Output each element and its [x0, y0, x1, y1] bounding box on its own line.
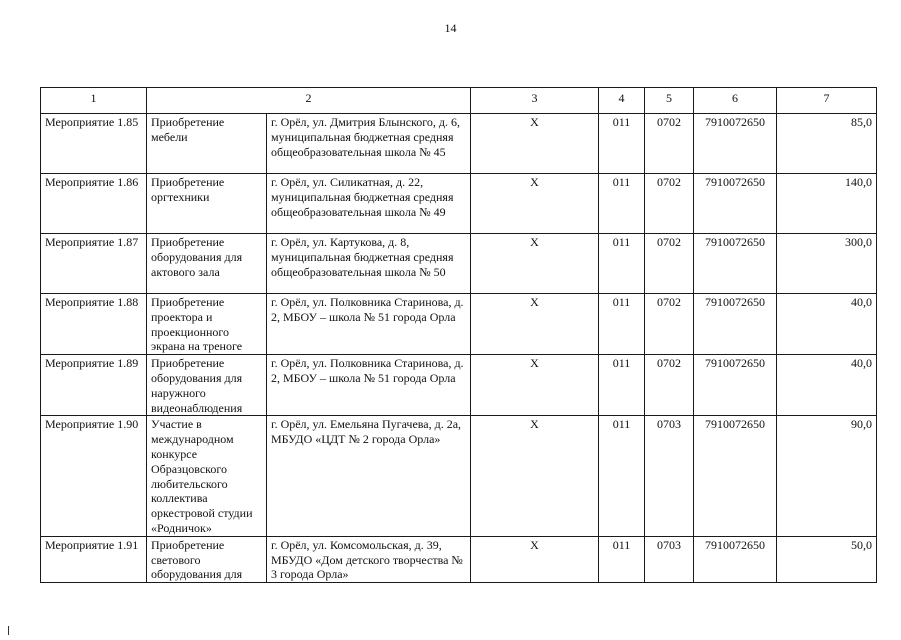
table-row [41, 234, 877, 294]
measure-col6: 7910072650 [694, 174, 777, 234]
measure-col6: 7910072650 [694, 114, 777, 174]
measure-address: г. Орёл, ул. Дмитрия Блынского, д. 6, муниципальная бюджетная средняя общеобразовательная школа № 45 [267, 114, 471, 174]
scan-mark [8, 626, 9, 635]
measure-col6: 7910072650 [694, 355, 777, 416]
measure-col3: Х [471, 174, 599, 234]
measure-address: г. Орёл, ул. Полковника Старинова, д. 2, МБОУ – школа № 51 города Орла [267, 294, 471, 355]
measure-col3: Х [471, 114, 599, 174]
measure-col6: 7910072650 [694, 416, 777, 536]
measure-col5: 0702 [645, 355, 694, 416]
measure-id: Мероприятие 1.91 [41, 536, 147, 582]
measure-address: г. Орёл, ул. Комсомольская, д. 39, МБУДО «Дом детского творчества № 3 города Орла» [267, 536, 471, 582]
measure-col4: 011 [599, 294, 645, 355]
measure-amount: 140,0 [777, 174, 877, 234]
measure-name: Приобретение светового оборудования для [147, 536, 267, 582]
table-row [41, 294, 877, 355]
measure-id: Мероприятие 1.87 [41, 234, 147, 294]
header-col-1: 1 [41, 88, 147, 114]
measure-address: г. Орёл, ул. Емельяна Пугачева, д. 2а, МБУДО «ЦДТ № 2 города Орла» [267, 416, 471, 536]
measure-col5: 0703 [645, 536, 694, 582]
header-col-2: 2 [147, 88, 471, 114]
measure-col5: 0702 [645, 234, 694, 294]
measure-col6: 7910072650 [694, 536, 777, 582]
measure-name: Приобретение оборудования для наружного видеонаблюдения [147, 355, 267, 416]
header-col-5: 5 [645, 88, 694, 114]
table-row [41, 174, 877, 234]
measure-col5: 0702 [645, 114, 694, 174]
measure-col4: 011 [599, 114, 645, 174]
page-number: 14 [444, 21, 457, 35]
measure-col3: Х [471, 416, 599, 536]
measure-col3: Х [471, 355, 599, 416]
measure-amount: 85,0 [777, 114, 877, 174]
measure-col4: 011 [599, 234, 645, 294]
measures-table [40, 87, 877, 583]
header-col-3: 3 [471, 88, 599, 114]
measure-col5: 0703 [645, 416, 694, 536]
table-row [41, 355, 877, 416]
measure-name: Участие в международном конкурсе Образцовского любительского коллектива оркестровой студии «Родничок» [147, 416, 267, 536]
measure-amount: 90,0 [777, 416, 877, 536]
measure-col4: 011 [599, 174, 645, 234]
measure-address: г. Орёл, ул. Полковника Старинова, д. 2, МБОУ – школа № 51 города Орла [267, 355, 471, 416]
measure-col3: Х [471, 234, 599, 294]
measure-name: Приобретение проектора и проекционного экрана на треноге [147, 294, 267, 355]
measure-name: Приобретение мебели [147, 114, 267, 174]
measure-id: Мероприятие 1.90 [41, 416, 147, 536]
measure-col4: 011 [599, 355, 645, 416]
measure-name: Приобретение оборудования для актового зала [147, 234, 267, 294]
measure-id: Мероприятие 1.89 [41, 355, 147, 416]
measure-col3: Х [471, 294, 599, 355]
header-col-6: 6 [694, 88, 777, 114]
table-row [41, 416, 877, 536]
measure-amount: 40,0 [777, 355, 877, 416]
measure-amount: 50,0 [777, 536, 877, 582]
measure-col4: 011 [599, 416, 645, 536]
measure-id: Мероприятие 1.85 [41, 114, 147, 174]
measure-col5: 0702 [645, 174, 694, 234]
measure-name: Приобретение оргтехники [147, 174, 267, 234]
measure-col5: 0702 [645, 294, 694, 355]
measure-col4: 011 [599, 536, 645, 582]
measure-address: г. Орёл, ул. Картукова, д. 8, муниципальная бюджетная средняя общеобразовательная школа № 50 [267, 234, 471, 294]
measure-amount: 300,0 [777, 234, 877, 294]
header-col-7: 7 [777, 88, 877, 114]
header-col-4: 4 [599, 88, 645, 114]
measure-id: Мероприятие 1.88 [41, 294, 147, 355]
measure-col6: 7910072650 [694, 234, 777, 294]
measure-amount: 40,0 [777, 294, 877, 355]
measure-id: Мероприятие 1.86 [41, 174, 147, 234]
measure-col3: Х [471, 536, 599, 582]
table-row [41, 536, 877, 582]
header-row [41, 88, 877, 114]
measure-address: г. Орёл, ул. Силикатная, д. 22, муниципальная бюджетная средняя общеобразовательная школа № 49 [267, 174, 471, 234]
measure-col6: 7910072650 [694, 294, 777, 355]
table-row [41, 114, 877, 174]
